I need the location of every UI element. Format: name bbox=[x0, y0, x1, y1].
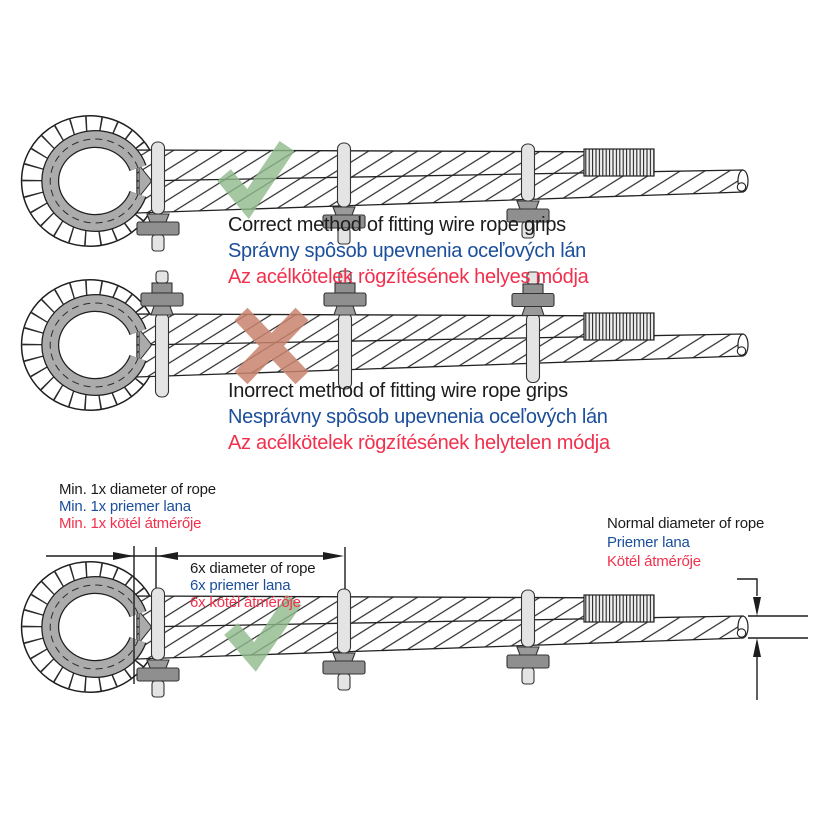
dim-arrow-left bbox=[157, 552, 178, 560]
label-normal-hu: Kötél átmérője bbox=[607, 553, 701, 570]
label-6x-hu: 6x kötél átmérője bbox=[190, 594, 301, 611]
label-min-1x-diameter bbox=[59, 481, 216, 532]
caption-incorrect bbox=[228, 378, 610, 456]
caption-incorrect-hu: Az acélkötelek rögzítésének helytelen módja bbox=[228, 432, 610, 454]
label-normal-en: Normal diameter of rope bbox=[607, 515, 765, 532]
label-min-1x-hu: Min. 1x kötél átmérője bbox=[59, 515, 202, 532]
caption-correct-en: Correct method of fitting wire rope grips bbox=[228, 214, 566, 236]
caption-correct bbox=[228, 212, 588, 290]
dim-arrow-right bbox=[113, 552, 134, 560]
caption-incorrect-en: Inorrect method of fitting wire rope grips bbox=[228, 380, 568, 402]
caption-correct-hu: Az acélkötelek rögzítésének helyes módja bbox=[228, 266, 589, 288]
caption-correct-sk: Správny spôsob upevnenia oceľových lán bbox=[228, 240, 587, 262]
dim-arrow-right bbox=[323, 552, 344, 560]
label-normal-sk: Priemer lana bbox=[607, 534, 690, 551]
label-6x-diameter bbox=[190, 560, 315, 611]
assembly-correct-bottom bbox=[35, 575, 748, 697]
diameter-dimension bbox=[737, 579, 808, 700]
label-6x-en: 6x diameter of rope bbox=[190, 560, 316, 577]
label-min-1x-en: Min. 1x diameter of rope bbox=[59, 481, 216, 498]
caption-incorrect-sk: Nesprávny spôsob upevnenia oceľových lán bbox=[228, 406, 608, 428]
label-normal-diameter bbox=[607, 514, 764, 571]
label-min-1x-sk: Min. 1x priemer lana bbox=[59, 498, 191, 515]
label-6x-sk: 6x priemer lana bbox=[190, 577, 291, 594]
